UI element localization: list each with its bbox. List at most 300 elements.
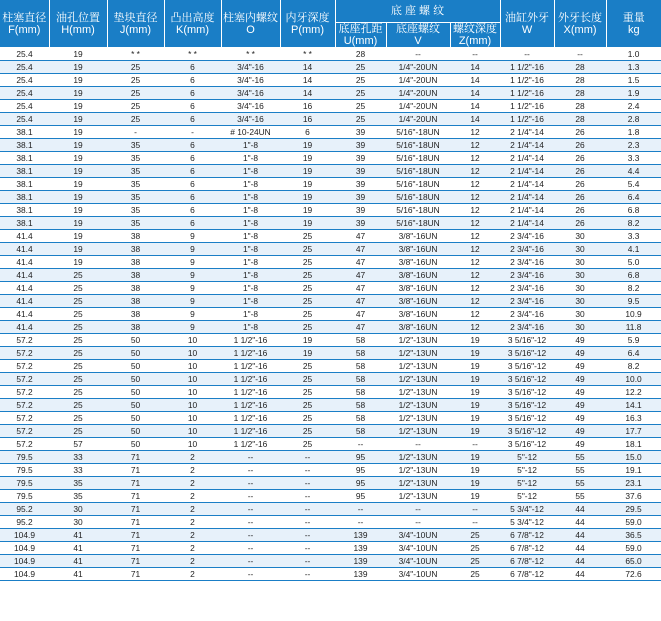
cell-h: 25 xyxy=(49,347,107,360)
cell-w: 3 5/16"-12 xyxy=(500,373,554,386)
cell-o: -- xyxy=(221,451,280,464)
cell-j: 71 xyxy=(107,464,164,477)
cell-j: 71 xyxy=(107,516,164,529)
cell-h: 57 xyxy=(49,438,107,451)
cell-x: 28 xyxy=(554,100,606,113)
cell-z: 19 xyxy=(450,451,500,464)
cell-u: 28 xyxy=(335,48,386,61)
cell-f: 95.2 xyxy=(0,516,49,529)
table-row xyxy=(0,373,661,386)
cell-kg: 6.8 xyxy=(606,204,661,217)
cell-p: -- xyxy=(280,516,335,529)
cell-h: 19 xyxy=(49,139,107,152)
cell-v: 1/2"-13UN xyxy=(386,425,450,438)
cell-v: 1/2"-13UN xyxy=(386,490,450,503)
cell-x: 30 xyxy=(554,295,606,308)
cell-k: 6 xyxy=(164,178,221,191)
cell-k: 2 xyxy=(164,503,221,516)
cell-v: 3/4"-10UN xyxy=(386,555,450,568)
cell-v: 1/2"-13UN xyxy=(386,360,450,373)
cell-o: 1"-8 xyxy=(221,230,280,243)
cell-z: 14 xyxy=(450,74,500,87)
cell-p: 25 xyxy=(280,308,335,321)
cell-x: 49 xyxy=(554,438,606,451)
cell-x: 26 xyxy=(554,178,606,191)
table-row xyxy=(0,87,661,100)
cell-z: 12 xyxy=(450,152,500,165)
cell-w: 1 1/2"-16 xyxy=(500,100,554,113)
cell-k: 6 xyxy=(164,217,221,230)
cell-kg: 6.4 xyxy=(606,347,661,360)
cell-kg: 4.1 xyxy=(606,243,661,256)
cell-z: 19 xyxy=(450,347,500,360)
cell-o: -- xyxy=(221,542,280,555)
cell-k: 10 xyxy=(164,399,221,412)
cell-u: 25 xyxy=(335,100,386,113)
cell-kg: 8.2 xyxy=(606,282,661,295)
cell-kg: 2.4 xyxy=(606,100,661,113)
cell-f: 25.4 xyxy=(0,100,49,113)
header-plunger-diameter: 柱塞直径 F(mm) xyxy=(0,0,49,48)
cell-o: 1"-8 xyxy=(221,152,280,165)
cell-j: 38 xyxy=(107,256,164,269)
cell-f: 79.5 xyxy=(0,451,49,464)
cell-j: 50 xyxy=(107,373,164,386)
cell-o: 1"-8 xyxy=(221,282,280,295)
cell-o: 1 1/2"-16 xyxy=(221,386,280,399)
table-row xyxy=(0,438,661,451)
cell-u: 47 xyxy=(335,308,386,321)
table-body xyxy=(0,48,661,581)
cell-kg: 18.1 xyxy=(606,438,661,451)
table-row xyxy=(0,243,661,256)
table-row xyxy=(0,295,661,308)
cell-o: 1 1/2"-16 xyxy=(221,373,280,386)
cell-o: 3/4"-16 xyxy=(221,87,280,100)
cell-k: 6 xyxy=(164,191,221,204)
cell-f: 41.4 xyxy=(0,308,49,321)
cell-j: 50 xyxy=(107,360,164,373)
cell-v: 1/2"-13UN xyxy=(386,477,450,490)
cell-v: 3/4"-10UN xyxy=(386,568,450,581)
cell-j: 35 xyxy=(107,139,164,152)
cell-kg: 12.2 xyxy=(606,386,661,399)
cell-u: 25 xyxy=(335,61,386,74)
cell-z: 19 xyxy=(450,464,500,477)
cell-w: 1 1/2"-16 xyxy=(500,74,554,87)
cell-w: 5"-12 xyxy=(500,451,554,464)
cell-o: 1"-8 xyxy=(221,256,280,269)
cell-h: 25 xyxy=(49,373,107,386)
cell-v: 1/4"-20UN xyxy=(386,87,450,100)
cell-x: 30 xyxy=(554,230,606,243)
cell-f: 57.2 xyxy=(0,360,49,373)
cell-o: 1 1/2"-16 xyxy=(221,360,280,373)
cell-w: 2 3/4"-16 xyxy=(500,321,554,334)
cell-u: 139 xyxy=(335,542,386,555)
cell-z: 19 xyxy=(450,386,500,399)
cell-kg: 5.9 xyxy=(606,334,661,347)
cell-o: 1"-8 xyxy=(221,308,280,321)
cell-k: 9 xyxy=(164,243,221,256)
cell-x: 28 xyxy=(554,74,606,87)
cell-v: 3/8"-16UN xyxy=(386,282,450,295)
cell-v: -- xyxy=(386,438,450,451)
cell-u: 39 xyxy=(335,152,386,165)
cell-v: 3/8"-16UN xyxy=(386,243,450,256)
cell-o: -- xyxy=(221,568,280,581)
cell-h: 41 xyxy=(49,542,107,555)
cell-o: 1"-8 xyxy=(221,165,280,178)
cell-j: 25 xyxy=(107,100,164,113)
cell-k: 10 xyxy=(164,425,221,438)
cell-j: 35 xyxy=(107,178,164,191)
cell-j: 50 xyxy=(107,399,164,412)
cell-kg: 1.9 xyxy=(606,87,661,100)
cell-u: 25 xyxy=(335,74,386,87)
cell-kg: 6.8 xyxy=(606,269,661,282)
cell-x: 49 xyxy=(554,412,606,425)
table-row xyxy=(0,451,661,464)
cell-f: 95.2 xyxy=(0,503,49,516)
header-external-thread-length: 外牙长度 X(mm) xyxy=(554,0,606,48)
cell-w: 3 5/16"-12 xyxy=(500,360,554,373)
cell-v: 5/16"-18UN xyxy=(386,139,450,152)
cell-j: - xyxy=(107,126,164,139)
cell-j: 38 xyxy=(107,269,164,282)
cell-j: 38 xyxy=(107,230,164,243)
cell-h: 19 xyxy=(49,74,107,87)
cell-f: 38.1 xyxy=(0,139,49,152)
cell-h: 25 xyxy=(49,425,107,438)
cell-j: 50 xyxy=(107,425,164,438)
cell-h: 25 xyxy=(49,334,107,347)
cell-f: 38.1 xyxy=(0,178,49,191)
cell-j: 71 xyxy=(107,451,164,464)
cell-o: -- xyxy=(221,477,280,490)
cell-o: -- xyxy=(221,464,280,477)
cell-h: 19 xyxy=(49,61,107,74)
cell-v: 1/2"-13UN xyxy=(386,412,450,425)
cell-k: 6 xyxy=(164,74,221,87)
cell-k: 9 xyxy=(164,230,221,243)
table-row xyxy=(0,386,661,399)
header-internal-thread-depth: 内牙深度 P(mm) xyxy=(280,0,335,48)
cell-x: 44 xyxy=(554,542,606,555)
cell-v: 3/8"-16UN xyxy=(386,230,450,243)
cell-u: -- xyxy=(335,503,386,516)
cell-kg: 1.3 xyxy=(606,61,661,74)
cell-f: 25.4 xyxy=(0,113,49,126)
cell-x: 30 xyxy=(554,243,606,256)
cell-p: 25 xyxy=(280,425,335,438)
cell-x: 49 xyxy=(554,360,606,373)
cell-j: 38 xyxy=(107,282,164,295)
cell-k: 6 xyxy=(164,87,221,100)
cell-x: 49 xyxy=(554,347,606,360)
cell-k: 6 xyxy=(164,152,221,165)
cell-v: 5/16"-18UN xyxy=(386,217,450,230)
cell-z: 19 xyxy=(450,399,500,412)
cell-p: 25 xyxy=(280,360,335,373)
cell-o: 1 1/2"-16 xyxy=(221,399,280,412)
cell-z: 12 xyxy=(450,178,500,191)
cell-w: 3 5/16"-12 xyxy=(500,399,554,412)
cell-f: 41.4 xyxy=(0,243,49,256)
cell-u: 58 xyxy=(335,412,386,425)
table-row xyxy=(0,490,661,503)
cell-h: 19 xyxy=(49,87,107,100)
cell-u: 47 xyxy=(335,256,386,269)
cell-p: 25 xyxy=(280,295,335,308)
cell-f: 25.4 xyxy=(0,61,49,74)
cell-h: 19 xyxy=(49,230,107,243)
cell-k: 9 xyxy=(164,321,221,334)
cell-kg: 3.3 xyxy=(606,230,661,243)
cell-kg: 8.2 xyxy=(606,360,661,373)
cell-f: 38.1 xyxy=(0,152,49,165)
cell-j: 50 xyxy=(107,412,164,425)
header-base-hole-distance: 底座孔距 U(mm) xyxy=(335,23,386,48)
cell-f: 57.2 xyxy=(0,438,49,451)
cell-p: -- xyxy=(280,542,335,555)
cell-w: 5"-12 xyxy=(500,464,554,477)
cell-w: 2 1/4"-14 xyxy=(500,139,554,152)
cell-w: 3 5/16"-12 xyxy=(500,386,554,399)
cell-o: 3/4"-16 xyxy=(221,61,280,74)
cell-kg: 5.4 xyxy=(606,178,661,191)
cell-u: 39 xyxy=(335,217,386,230)
cell-u: 47 xyxy=(335,269,386,282)
cell-w: 2 1/4"-14 xyxy=(500,217,554,230)
cell-h: 25 xyxy=(49,308,107,321)
cell-k: 9 xyxy=(164,269,221,282)
cell-w: 5 3/4"-12 xyxy=(500,503,554,516)
cell-u: 58 xyxy=(335,360,386,373)
cell-h: 30 xyxy=(49,516,107,529)
cell-kg: 1.0 xyxy=(606,48,661,61)
cell-x: 28 xyxy=(554,61,606,74)
cell-v: -- xyxy=(386,48,450,61)
cell-h: 41 xyxy=(49,555,107,568)
cell-k: 2 xyxy=(164,516,221,529)
cell-z: 12 xyxy=(450,256,500,269)
cell-z: 25 xyxy=(450,542,500,555)
table-row xyxy=(0,477,661,490)
cell-w: 2 1/4"-14 xyxy=(500,165,554,178)
cell-f: 25.4 xyxy=(0,74,49,87)
header-thread-depth: 螺纹深度 Z(mm) xyxy=(450,23,500,48)
cell-p: 19 xyxy=(280,334,335,347)
cell-p: -- xyxy=(280,568,335,581)
cell-kg: 59.0 xyxy=(606,542,661,555)
cell-u: 58 xyxy=(335,334,386,347)
cell-x: 26 xyxy=(554,204,606,217)
cell-kg: 9.5 xyxy=(606,295,661,308)
cell-w: 6 7/8"-12 xyxy=(500,555,554,568)
cell-v: 3/4"-10UN xyxy=(386,542,450,555)
cell-f: 41.4 xyxy=(0,230,49,243)
cell-p: 25 xyxy=(280,230,335,243)
table-row xyxy=(0,113,661,126)
cell-p: -- xyxy=(280,490,335,503)
cell-f: 57.2 xyxy=(0,386,49,399)
cell-p: 19 xyxy=(280,152,335,165)
cell-p: 19 xyxy=(280,191,335,204)
cell-w: 6 7/8"-12 xyxy=(500,568,554,581)
cell-z: 12 xyxy=(450,269,500,282)
cell-k: 10 xyxy=(164,347,221,360)
cell-u: 25 xyxy=(335,87,386,100)
cell-kg: 3.3 xyxy=(606,152,661,165)
table-row xyxy=(0,334,661,347)
cell-p: 16 xyxy=(280,100,335,113)
cell-f: 104.9 xyxy=(0,555,49,568)
cell-w: 5"-12 xyxy=(500,477,554,490)
header-pad-diameter: 垫块直径 J(mm) xyxy=(107,0,164,48)
cell-p: 25 xyxy=(280,412,335,425)
cell-k: 9 xyxy=(164,256,221,269)
header-protrusion-height: 凸出高度 K(mm) xyxy=(164,0,221,48)
cell-u: 95 xyxy=(335,451,386,464)
cell-h: 25 xyxy=(49,282,107,295)
cell-kg: 2.8 xyxy=(606,113,661,126)
table-row xyxy=(0,165,661,178)
cell-f: 57.2 xyxy=(0,399,49,412)
cell-u: -- xyxy=(335,516,386,529)
cell-x: 49 xyxy=(554,334,606,347)
cell-w: 2 3/4"-16 xyxy=(500,282,554,295)
cell-x: 26 xyxy=(554,139,606,152)
cell-z: -- xyxy=(450,48,500,61)
cell-u: 58 xyxy=(335,386,386,399)
cell-x: 26 xyxy=(554,191,606,204)
cell-u: 95 xyxy=(335,490,386,503)
cell-z: 25 xyxy=(450,568,500,581)
table-row xyxy=(0,61,661,74)
cell-w: 3 5/16"-12 xyxy=(500,438,554,451)
cell-v: -- xyxy=(386,516,450,529)
cell-v: 3/8"-16UN xyxy=(386,269,450,282)
cell-w: 1 1/2"-16 xyxy=(500,87,554,100)
cell-k: 2 xyxy=(164,477,221,490)
cell-k: 10 xyxy=(164,360,221,373)
cell-z: 19 xyxy=(450,425,500,438)
cell-h: 30 xyxy=(49,503,107,516)
cell-f: 41.4 xyxy=(0,256,49,269)
table-row xyxy=(0,360,661,373)
cell-w: 2 3/4"-16 xyxy=(500,243,554,256)
cell-o: -- xyxy=(221,529,280,542)
cell-k: 9 xyxy=(164,295,221,308)
cell-j: 25 xyxy=(107,113,164,126)
cell-kg: 10.0 xyxy=(606,373,661,386)
cell-o: 3/4"-16 xyxy=(221,74,280,87)
cell-kg: 17.7 xyxy=(606,425,661,438)
cell-p: 14 xyxy=(280,61,335,74)
cell-k: 2 xyxy=(164,542,221,555)
table-header xyxy=(0,0,661,48)
cell-k: 2 xyxy=(164,529,221,542)
cell-h: 25 xyxy=(49,386,107,399)
cell-j: 50 xyxy=(107,438,164,451)
cell-x: 30 xyxy=(554,321,606,334)
cell-v: 3/4"-10UN xyxy=(386,529,450,542)
cell-j: 35 xyxy=(107,152,164,165)
cell-z: 19 xyxy=(450,360,500,373)
cell-x: 49 xyxy=(554,399,606,412)
cell-z: 25 xyxy=(450,529,500,542)
table-row xyxy=(0,503,661,516)
table-row xyxy=(0,399,661,412)
cell-u: 39 xyxy=(335,204,386,217)
cell-v: 1/4"-20UN xyxy=(386,74,450,87)
cell-x: -- xyxy=(554,48,606,61)
cell-h: 19 xyxy=(49,165,107,178)
cell-v: 3/8"-16UN xyxy=(386,321,450,334)
cell-v: -- xyxy=(386,503,450,516)
cell-u: 58 xyxy=(335,373,386,386)
cell-o: # 10-24UN xyxy=(221,126,280,139)
cell-j: 25 xyxy=(107,87,164,100)
cell-u: 39 xyxy=(335,126,386,139)
header-base-thread-group: 底 座 螺 纹 xyxy=(335,0,500,23)
cell-h: 25 xyxy=(49,321,107,334)
cell-f: 38.1 xyxy=(0,165,49,178)
cell-h: 25 xyxy=(49,399,107,412)
cell-f: 38.1 xyxy=(0,204,49,217)
cell-z: 12 xyxy=(450,217,500,230)
cell-v: 1/4"-20UN xyxy=(386,61,450,74)
cell-u: 39 xyxy=(335,178,386,191)
cell-p: -- xyxy=(280,477,335,490)
cell-w: 3 5/16"-12 xyxy=(500,347,554,360)
cell-z: 12 xyxy=(450,230,500,243)
cell-k: 10 xyxy=(164,438,221,451)
cell-v: 1/2"-13UN xyxy=(386,373,450,386)
cell-kg: 23.1 xyxy=(606,477,661,490)
cell-k: 9 xyxy=(164,282,221,295)
table-row xyxy=(0,217,661,230)
cell-z: 12 xyxy=(450,139,500,152)
cell-f: 57.2 xyxy=(0,425,49,438)
cell-z: 14 xyxy=(450,100,500,113)
cell-z: 12 xyxy=(450,282,500,295)
cell-f: 79.5 xyxy=(0,464,49,477)
table-row xyxy=(0,152,661,165)
cell-j: 71 xyxy=(107,503,164,516)
cell-j: 50 xyxy=(107,347,164,360)
cell-f: 38.1 xyxy=(0,191,49,204)
cell-x: 30 xyxy=(554,282,606,295)
cell-x: 49 xyxy=(554,425,606,438)
cell-k: 6 xyxy=(164,204,221,217)
table-row xyxy=(0,464,661,477)
cell-j: 71 xyxy=(107,542,164,555)
cell-kg: 1.5 xyxy=(606,74,661,87)
cell-k: 2 xyxy=(164,490,221,503)
cell-h: 19 xyxy=(49,204,107,217)
cell-p: 19 xyxy=(280,178,335,191)
cell-u: 58 xyxy=(335,347,386,360)
cell-j: 38 xyxy=(107,295,164,308)
cell-z: 12 xyxy=(450,321,500,334)
table-row xyxy=(0,126,661,139)
cell-p: 19 xyxy=(280,217,335,230)
cell-k: 2 xyxy=(164,464,221,477)
cell-o: 1 1/2"-16 xyxy=(221,412,280,425)
cell-p: -- xyxy=(280,464,335,477)
